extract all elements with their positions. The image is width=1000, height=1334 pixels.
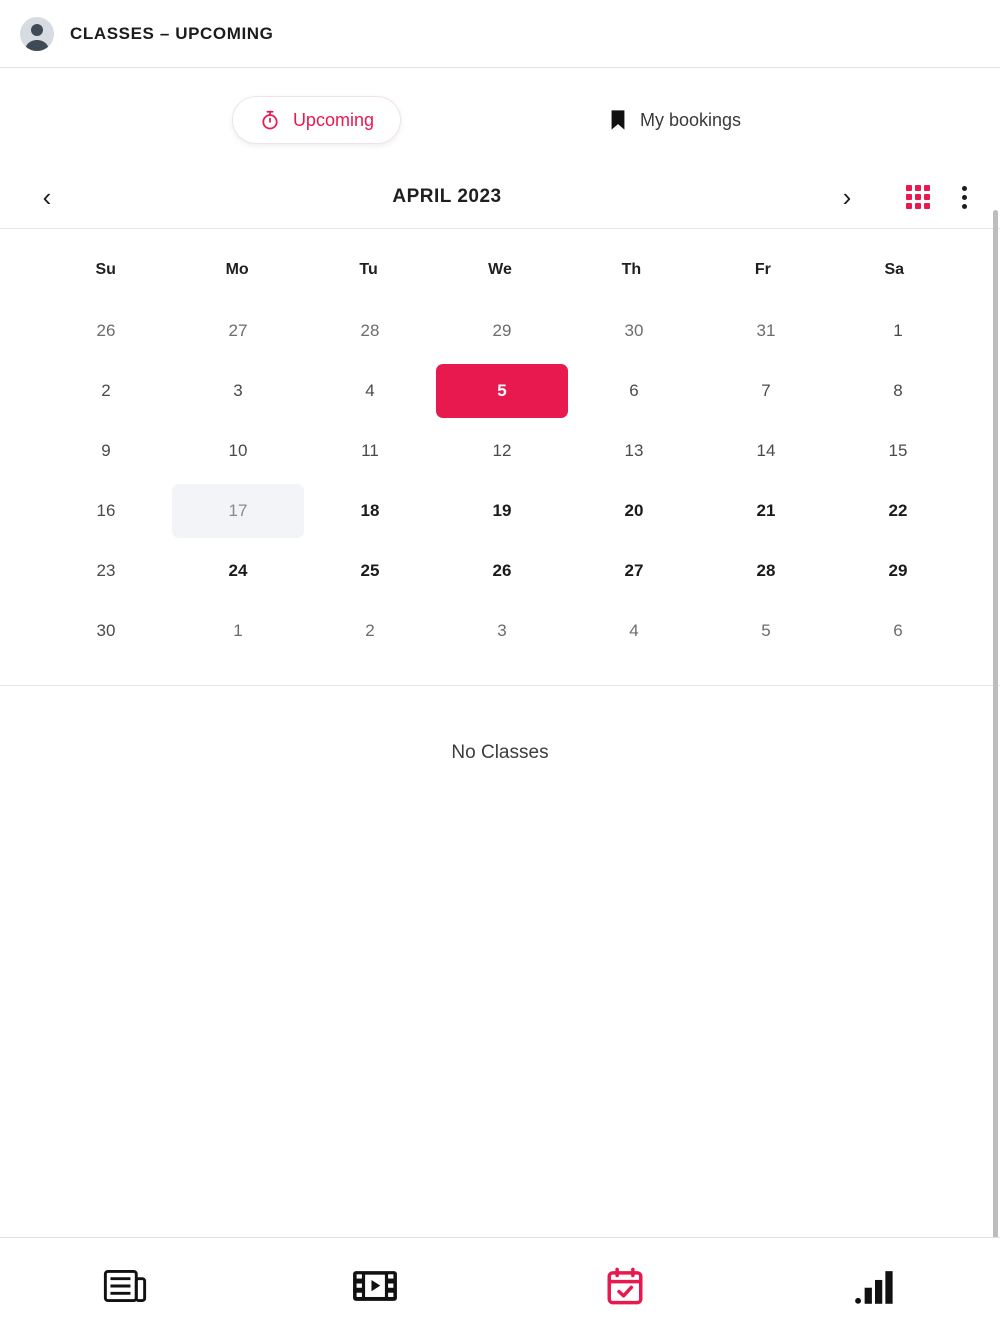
day-cell[interactable] xyxy=(568,421,700,481)
nav-news[interactable] xyxy=(0,1266,250,1306)
content-scroll-area xyxy=(0,68,1000,1237)
no-classes-message: No Classes xyxy=(451,742,549,763)
weekday-th: Th xyxy=(621,261,642,278)
day-cell[interactable] xyxy=(700,421,832,481)
day-label: 29 xyxy=(888,561,908,580)
day-label: 25 xyxy=(360,561,380,580)
grid-view-icon[interactable] xyxy=(906,185,930,209)
calendar-week-row xyxy=(40,361,960,421)
day-label: 14 xyxy=(756,441,776,460)
day-cell[interactable] xyxy=(40,301,172,361)
day-cell[interactable] xyxy=(172,601,304,661)
calendar-grid xyxy=(0,228,1000,686)
calendar-check-icon xyxy=(604,1265,646,1307)
day-cell[interactable] xyxy=(436,301,568,361)
bookmark-icon xyxy=(608,109,628,131)
day-label: 28 xyxy=(360,321,380,340)
day-cell[interactable] xyxy=(304,481,436,541)
day-label: 5 xyxy=(436,364,568,418)
weekday-sa: Sa xyxy=(884,261,905,278)
day-label: 3 xyxy=(497,621,507,640)
tab-bar xyxy=(0,68,1000,166)
day-label: 24 xyxy=(228,561,248,580)
next-month-button[interactable]: › xyxy=(842,182,852,212)
tab-my-bookings-label: My bookings xyxy=(639,109,742,130)
stopwatch-icon xyxy=(259,109,281,131)
day-label: 7 xyxy=(761,381,771,400)
user-avatar-icon[interactable] xyxy=(20,17,54,51)
day-cell[interactable] xyxy=(304,361,436,421)
day-label: 28 xyxy=(756,561,776,580)
day-label: 4 xyxy=(629,621,639,640)
weekday-fr: Fr xyxy=(754,261,771,278)
day-cell[interactable] xyxy=(568,601,700,661)
vertical-scrollbar[interactable] xyxy=(994,138,999,1237)
day-cell[interactable] xyxy=(304,421,436,481)
day-label: 29 xyxy=(492,321,512,340)
news-icon xyxy=(103,1266,147,1306)
day-label: 30 xyxy=(624,321,644,340)
nav-calendar[interactable] xyxy=(500,1265,750,1307)
day-cell[interactable] xyxy=(304,541,436,601)
day-label: 10 xyxy=(228,441,248,460)
day-cell[interactable] xyxy=(700,541,832,601)
day-cell[interactable] xyxy=(832,541,964,601)
calendar-week-row xyxy=(40,421,960,481)
more-vertical-icon[interactable] xyxy=(952,182,976,212)
nav-video[interactable] xyxy=(250,1269,500,1303)
day-cell[interactable] xyxy=(832,601,964,661)
day-cell[interactable] xyxy=(568,541,700,601)
day-label: 16 xyxy=(96,501,116,520)
day-cell[interactable] xyxy=(40,601,172,661)
day-label: 19 xyxy=(492,501,512,520)
bottom-navigation xyxy=(0,1237,1000,1334)
day-cell[interactable] xyxy=(832,301,964,361)
day-cell[interactable] xyxy=(568,301,700,361)
day-label: 27 xyxy=(624,561,644,580)
prev-month-button[interactable]: ‹ xyxy=(42,182,52,212)
day-label: 26 xyxy=(492,561,512,580)
day-label: 6 xyxy=(893,621,903,640)
day-label: 1 xyxy=(893,321,903,340)
calendar-month-label: APRIL 2023 xyxy=(392,186,502,207)
day-label: 20 xyxy=(624,501,644,520)
day-label: 27 xyxy=(228,321,248,340)
day-label: 15 xyxy=(888,441,908,460)
day-label: 11 xyxy=(361,441,379,460)
day-label: 21 xyxy=(756,501,776,520)
day-cell[interactable] xyxy=(568,481,700,541)
day-cell[interactable] xyxy=(172,541,304,601)
day-label: 1 xyxy=(233,621,243,640)
calendar-month-nav xyxy=(0,166,1000,228)
day-label: 26 xyxy=(96,321,116,340)
weekday-tu: Tu xyxy=(359,261,378,278)
calendar-week-row xyxy=(40,601,960,661)
day-cell[interactable] xyxy=(436,541,568,601)
calendar-week-row xyxy=(40,301,960,361)
day-label: 22 xyxy=(888,501,908,520)
day-cell[interactable] xyxy=(40,481,172,541)
day-cell[interactable] xyxy=(40,361,172,421)
day-cell[interactable] xyxy=(40,421,172,481)
day-cell[interactable] xyxy=(436,481,568,541)
page-title: CLASSES – UPCOMING xyxy=(70,23,274,43)
day-label: 12 xyxy=(492,441,512,460)
day-cell[interactable] xyxy=(832,481,964,541)
scrollbar-thumb[interactable] xyxy=(993,210,998,1237)
day-cell[interactable] xyxy=(700,481,832,541)
day-cell[interactable] xyxy=(700,601,832,661)
day-cell[interactable] xyxy=(436,421,568,481)
day-label: 4 xyxy=(365,381,375,400)
day-label: 5 xyxy=(761,621,771,640)
weekday-mo: Mo xyxy=(225,261,249,278)
day-cell[interactable] xyxy=(304,601,436,661)
video-icon xyxy=(352,1269,398,1303)
day-label: 31 xyxy=(756,321,776,340)
app-header xyxy=(0,0,1000,68)
day-cell-selected[interactable] xyxy=(436,361,568,421)
day-cell[interactable] xyxy=(568,361,700,421)
tab-upcoming-label: Upcoming xyxy=(292,109,374,130)
day-cell[interactable] xyxy=(436,601,568,661)
day-cell[interactable] xyxy=(700,361,832,421)
day-cell[interactable] xyxy=(700,301,832,361)
day-label: 13 xyxy=(624,441,644,460)
day-cell[interactable] xyxy=(172,421,304,481)
day-label: 8 xyxy=(893,381,903,400)
calendar-week-row xyxy=(40,481,960,541)
day-cell[interactable] xyxy=(832,421,964,481)
day-label: 2 xyxy=(101,381,111,400)
calendar-nav-actions xyxy=(906,182,976,212)
day-label: 9 xyxy=(101,441,111,460)
day-cell[interactable] xyxy=(304,301,436,361)
day-label: 3 xyxy=(233,381,243,400)
tab-my-bookings[interactable] xyxy=(581,96,768,144)
day-label: 17 xyxy=(172,484,304,538)
day-cell-today[interactable] xyxy=(172,481,304,541)
weekday-su: Su xyxy=(95,261,116,278)
day-label: 18 xyxy=(360,501,380,520)
day-label: 30 xyxy=(96,621,116,640)
day-cell[interactable] xyxy=(40,541,172,601)
tab-upcoming[interactable] xyxy=(232,96,401,144)
calendar-week-row xyxy=(40,541,960,601)
day-cell[interactable] xyxy=(172,361,304,421)
day-label: 23 xyxy=(96,561,116,580)
day-label: 2 xyxy=(365,621,375,640)
calendar-weekday-row xyxy=(40,243,960,301)
day-label: 6 xyxy=(629,381,639,400)
day-cell[interactable] xyxy=(832,361,964,421)
day-cell[interactable] xyxy=(172,301,304,361)
weekday-we: We xyxy=(488,261,512,278)
nav-stats[interactable] xyxy=(750,1267,1000,1305)
stats-bar-icon xyxy=(854,1267,896,1305)
